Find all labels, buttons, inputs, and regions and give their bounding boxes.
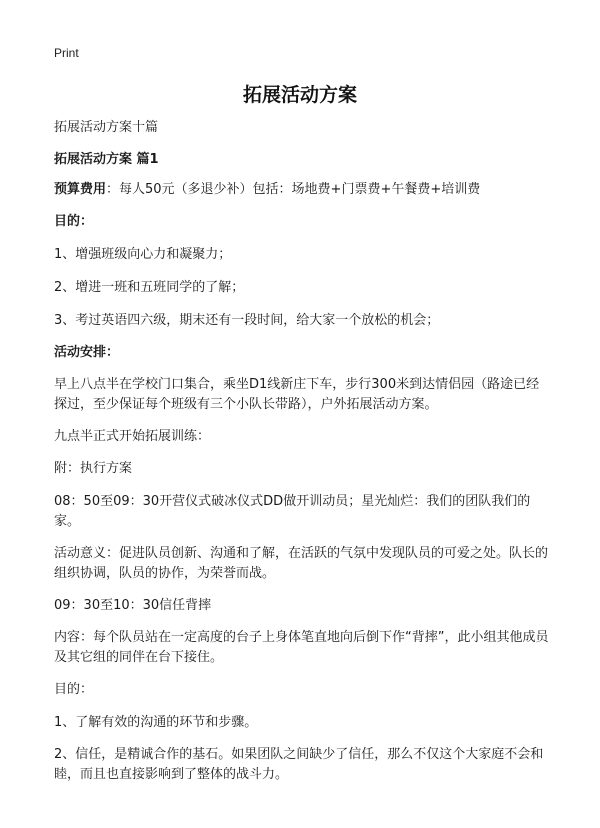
goal-item: 1、增强班级向心力和凝聚力； bbox=[54, 247, 232, 262]
goal-item: 3、考过英语四六级，期末还有一段时间，给大家一个放松的机会； bbox=[54, 313, 440, 328]
document-subtitle: 拓展活动方案十篇 bbox=[54, 120, 159, 135]
page-title: 拓展活动方案 bbox=[242, 84, 357, 106]
schedule-item: 08：50至09：30开营仪式破冰仪式DD做开训动员；星光灿烂：我们的团队我们的家。 bbox=[54, 494, 531, 529]
document-body bbox=[54, 118, 550, 785]
purpose-heading: 目的： bbox=[54, 682, 94, 697]
significance-paragraph: 活动意义：促进队员创新、沟通和了解，在活跃的气氛中发现队员的可爱之处。队长的组织协调，队员的协作，为荣誉而战。 bbox=[54, 546, 549, 581]
budget-paragraph bbox=[54, 180, 550, 200]
section-heading: 拓展活动方案 篇1 bbox=[54, 152, 159, 167]
budget-text: ：每人50元（多退少补）包括：场地费+门票费+午餐费+培训费 bbox=[106, 182, 481, 197]
purpose-item: 2、信任，是精诚合作的基石。如果团队之间缺少了信任，那么不仅这个大家庭不会和睦，而且也直接影响到了整体的战斗力。 bbox=[54, 747, 544, 782]
content-paragraph: 内容：每个队员站在一定高度的台子上身体笔直地向后倒下作“背摔”，此小组其他成员及其它组的同伴在台下接住。 bbox=[54, 630, 549, 665]
appendix-line: 附：执行方案 bbox=[54, 461, 133, 476]
budget-label: 预算费用 bbox=[54, 182, 107, 197]
purpose-item: 1、了解有效的沟通的环节和步骤。 bbox=[54, 715, 258, 730]
training-start: 九点半正式开始拓展训练： bbox=[54, 429, 211, 444]
arrangement-paragraph: 早上八点半在学校门口集合，乘坐D1线新庄下车，步行300米到达情侣园（路途已经探过，至少保证每个班级有三个小队长带路），户外拓展活动方案。 bbox=[54, 377, 540, 412]
goal-item: 2、增进一班和五班同学的了解； bbox=[54, 280, 245, 295]
schedule-item: 09：30至10：30信任背摔 bbox=[54, 598, 212, 613]
arrangement-heading: 活动安排： bbox=[54, 345, 120, 360]
goal-heading: 目的： bbox=[54, 214, 94, 229]
print-link[interactable]: Print bbox=[54, 46, 79, 60]
